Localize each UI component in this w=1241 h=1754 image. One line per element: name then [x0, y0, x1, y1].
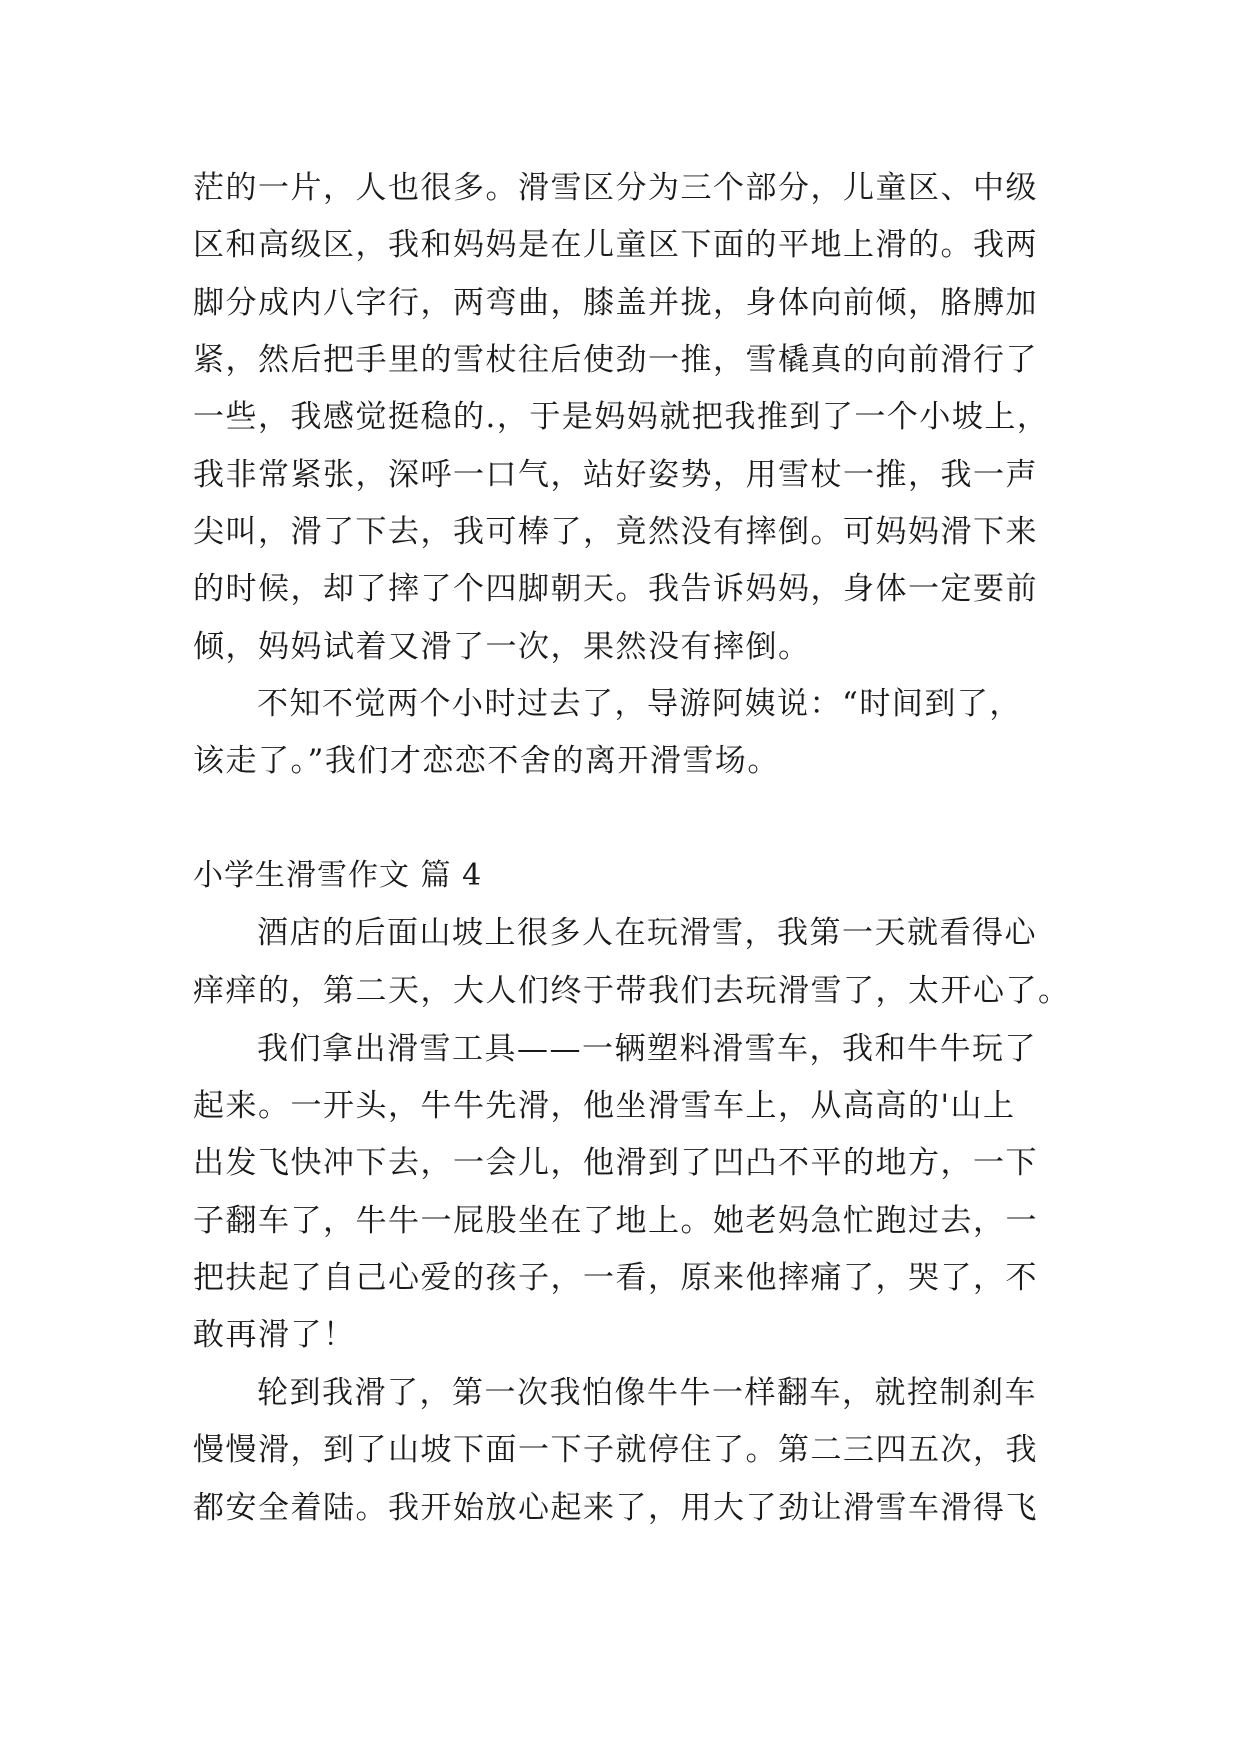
text-line: 出发飞快冲下去，一会儿，他滑到了凹凸不平的地方，一下 [193, 1145, 1038, 1181]
section-heading: 小学生滑雪作文 篇 4 [193, 858, 483, 893]
text-line: 轮到我滑了，第一次我怕像牛牛一样翻车，就控制刹车 [257, 1375, 1037, 1411]
text-line: 的时候，却了摔了个四脚朝天。我告诉妈妈，身体一定要前 [193, 571, 1038, 607]
text-line: 不知不觉两个小时过去了，导游阿姨说：“时间到了， [257, 686, 1022, 722]
text-line: 酒店的后面山坡上很多人在玩滑雪，我第一天就看得心 [257, 915, 1037, 951]
text-line: 敢再滑了！ [193, 1317, 356, 1353]
text-line: 茫的一片，人也很多。滑雪区分为三个部分，儿童区、中级 [193, 170, 1038, 206]
text-line: 把扶起了自己心爱的孩子，一看，原来他摔痛了，哭了，不 [193, 1260, 1038, 1296]
text-line: 起来。一开头，牛牛先滑，他坐滑雪车上，从高高的'山上 [193, 1088, 1016, 1124]
text-line: 该走了。”我们才恋恋不舍的离开滑雪场。 [193, 743, 780, 779]
text-line: 倾，妈妈试着又滑了一次，果然没有摔倒。 [193, 629, 811, 665]
text-line: 一些，我感觉挺稳的.，于是妈妈就把我推到了一个小坡上， [193, 399, 1050, 435]
text-line: 痒痒的，第二天，大人们终于带我们去玩滑雪了，太开心了。 [193, 973, 1071, 1009]
text-line: 脚分成内八字行，两弯曲，膝盖并拢，身体向前倾，胳膊加 [193, 285, 1038, 321]
text-line: 子翻车了，牛牛一屁股坐在了地上。她老妈急忙跑过去，一 [193, 1203, 1038, 1239]
text-line: 我非常紧张，深呼一口气，站好姿势，用雪杖一推，我一声 [193, 457, 1038, 493]
text-line: 我们拿出滑雪工具——一辆塑料滑雪车，我和牛牛玩了 [257, 1031, 1037, 1067]
text-line: 都安全着陆。我开始放心起来了，用大了劲让滑雪车滑得飞 [193, 1490, 1038, 1526]
text-line: 区和高级区，我和妈妈是在儿童区下面的平地上滑的。我两 [193, 227, 1038, 263]
text-line: 尖叫，滑了下去，我可棒了，竟然没有摔倒。可妈妈滑下来 [193, 514, 1038, 550]
text-line: 紧，然后把手里的雪杖往后使劲一推，雪橇真的向前滑行了 [193, 342, 1038, 378]
text-line: 慢慢滑，到了山坡下面一下子就停住了。第二三四五次，我 [193, 1432, 1038, 1468]
